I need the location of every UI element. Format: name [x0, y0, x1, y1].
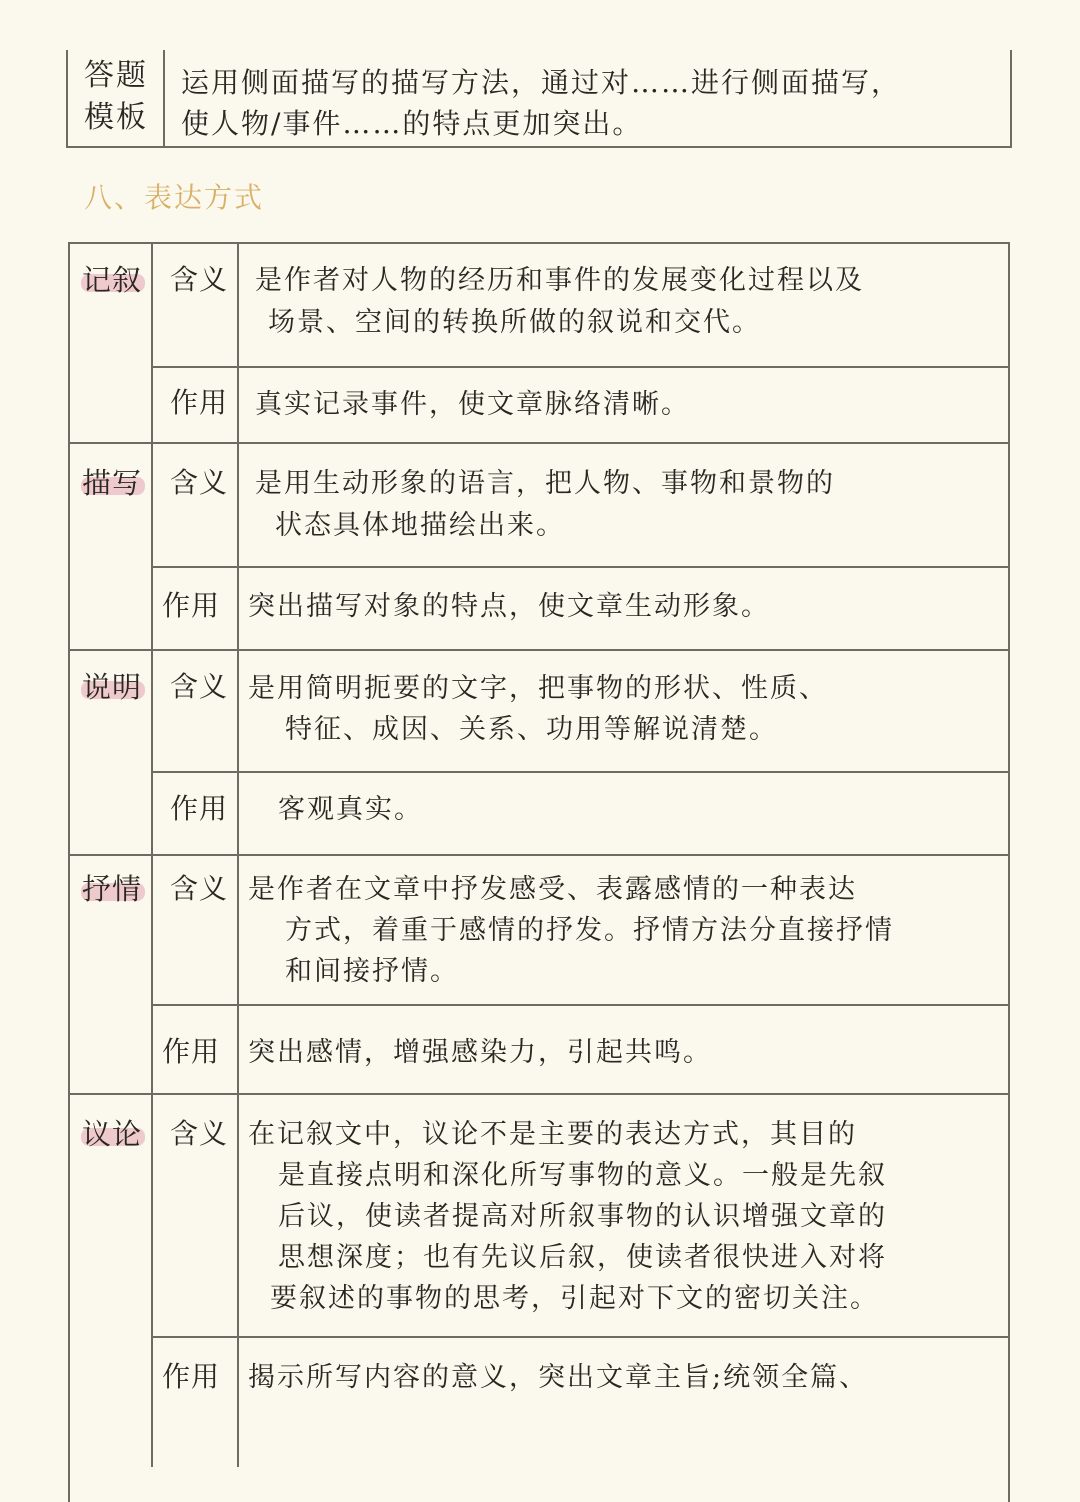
row-separator-5 — [151, 771, 1010, 773]
row-separator-1 — [151, 366, 1010, 368]
row-separator-6 — [68, 854, 1010, 856]
row-separator-9 — [151, 1336, 1010, 1338]
row-separator-4 — [68, 649, 1010, 651]
meaning-line-lyrical-3: 和间接抒情。 — [285, 956, 459, 987]
effect-text-argument: 揭示所写内容的意义，突出文章主旨;统领全篇、 — [248, 1362, 869, 1393]
answer-template-table — [66, 50, 1012, 148]
type-label-narration: 记叙 — [82, 263, 143, 297]
effect-label-argument: 作用 — [162, 1360, 221, 1393]
meaning-label-lyrical: 含义 — [170, 872, 229, 905]
effect-text-lyrical: 突出感情，增强感染力，引起共鸣。 — [248, 1037, 712, 1068]
meaning-line-argument-2: 是直接点明和深化所写事物的意义。一般是先叙 — [278, 1160, 887, 1191]
meaning-line-argument-5: 要叙述的事物的思考，引起对下文的密切关注。 — [270, 1283, 879, 1314]
meaning-label-description: 含义 — [170, 466, 229, 499]
meaning-label-narration: 含义 — [170, 263, 229, 296]
effect-label-exposition: 作用 — [170, 792, 229, 825]
answer-template-label-line1: 答题 — [84, 58, 148, 93]
answer-template-content — [181, 62, 1001, 144]
section-title: 八、表达方式 — [84, 181, 265, 214]
meaning-line-narration-1: 是作者对人物的经历和事件的发展变化过程以及 — [255, 265, 864, 296]
type-label-exposition: 说明 — [82, 670, 143, 704]
row-separator-8 — [68, 1093, 1010, 1095]
answer-template-label-line2: 模板 — [84, 100, 148, 135]
type-label-argument: 议论 — [82, 1117, 143, 1151]
effect-label-description: 作用 — [162, 589, 221, 622]
effect-label-lyrical: 作用 — [162, 1035, 221, 1068]
meaning-line-description-2: 状态具体地描绘出来。 — [275, 510, 565, 541]
effect-text-description: 突出描写对象的特点，使文章生动形象。 — [248, 591, 770, 622]
meaning-line-argument-4: 思想深度；也有先议后叙，使读者很快进入对将 — [278, 1242, 887, 1273]
meaning-line-description-1: 是用生动形象的语言，把人物、事物和景物的 — [255, 468, 835, 499]
effect-text-narration: 真实记录事件，使文章脉络清晰。 — [255, 389, 690, 420]
meaning-line-exposition-2: 特征、成因、关系、功用等解说清楚。 — [285, 714, 778, 745]
meaning-line-lyrical-2: 方式，着重于感情的抒发。抒情方法分直接抒情 — [285, 915, 894, 946]
effect-label-narration: 作用 — [170, 386, 229, 419]
meaning-line-narration-2: 场景、空间的转换所做的叙说和交代。 — [268, 307, 761, 338]
answer-template-line2: 使人物/事件……的特点更加突出。 — [181, 107, 643, 140]
row-separator-7 — [151, 1004, 1010, 1006]
row-separator-3 — [151, 566, 1010, 568]
answer-template-line1: 运用侧面描写的描写方法，通过对……进行侧面描写， — [181, 66, 902, 99]
meaning-line-argument-3: 后议，使读者提高对所叙事物的认识增强文章的 — [278, 1201, 887, 1232]
type-label-description: 描写 — [82, 466, 143, 500]
meaning-label-exposition: 含义 — [170, 670, 229, 703]
meaning-label-argument: 含义 — [170, 1117, 229, 1150]
row-separator-2 — [68, 442, 1010, 444]
effect-text-exposition: 客观真实。 — [278, 794, 423, 825]
meaning-line-exposition-1: 是用简明扼要的文字，把事物的形状、性质、 — [248, 673, 828, 704]
type-label-lyrical: 抒情 — [82, 872, 143, 906]
meaning-line-lyrical-1: 是作者在文章中抒发感受、表露感情的一种表达 — [248, 874, 857, 905]
answer-template-label-cell — [68, 50, 165, 146]
meaning-line-argument-1: 在记叙文中，议论不是主要的表达方式，其目的 — [248, 1119, 857, 1150]
